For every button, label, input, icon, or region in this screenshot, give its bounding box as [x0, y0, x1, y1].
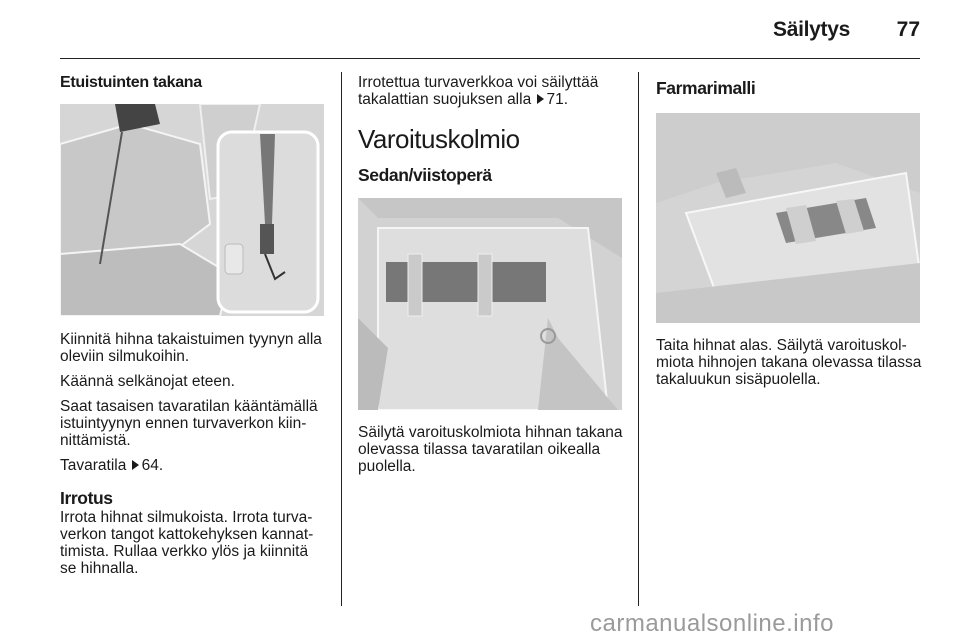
reference-page[interactable]: 64.	[141, 457, 164, 474]
watermark: carmanualsonline.info	[590, 610, 834, 637]
seat-net-illustration	[60, 104, 324, 316]
section-heading: Etuistuinten takana	[60, 74, 202, 91]
paragraph: Saat tasaisen tavaratilan kääntämällä istuintyynyn ennen turvaverkon kiinnittämistä.	[60, 398, 318, 449]
column-divider-1	[341, 72, 342, 606]
column-3	[656, 74, 924, 396]
subsection-heading: Irrotus	[60, 488, 113, 508]
paragraph: Taita hihnat alas. Säilytä varoituskolmiota hihnojen takana olevassa tilassa takaluukun sisäpuolella.	[656, 337, 922, 388]
section-heading: Varoituskolmio	[358, 124, 520, 154]
paragraph-with-reference	[358, 74, 626, 108]
paragraph: Irrota hihnat silmukoista. Irrota turvaverkon tangot kattokehyksen kannattimista. Rullaa verkko ylös ja kiinnitä se hihnalla.	[60, 509, 314, 577]
column-2	[358, 74, 626, 483]
paragraph: Säilytä varoituskolmiota hihnan takana olevassa tilassa tavaratilan oikealla puolella.	[358, 424, 623, 475]
paragraph-text: Tavaratila	[60, 457, 127, 474]
column-divider-2	[638, 72, 639, 606]
triangle-ref-icon	[537, 94, 544, 104]
paragraph: Käännä selkänojat eteen.	[60, 373, 235, 390]
section-heading: Farmarimalli	[656, 78, 756, 98]
paragraph-text: Irrotettua turvaverkkoa voi säilyttää takalattian suojuksen alla	[358, 74, 599, 108]
header-rule	[60, 58, 920, 59]
page-number: 77	[896, 18, 920, 41]
trunk-triangle-illustration	[358, 198, 622, 410]
header-title: Säilytys	[773, 18, 850, 41]
reference-page[interactable]: 71.	[546, 91, 569, 108]
tailgate-triangle-illustration	[656, 113, 920, 323]
subsection-heading: Sedan/viistoperä	[358, 165, 492, 185]
triangle-ref-icon	[132, 460, 139, 470]
paragraph-with-reference	[60, 457, 328, 474]
column-1	[60, 74, 328, 585]
paragraph: Kiinnitä hihna takaistuimen tyynyn alla oleviin silmukoihin.	[60, 331, 322, 365]
